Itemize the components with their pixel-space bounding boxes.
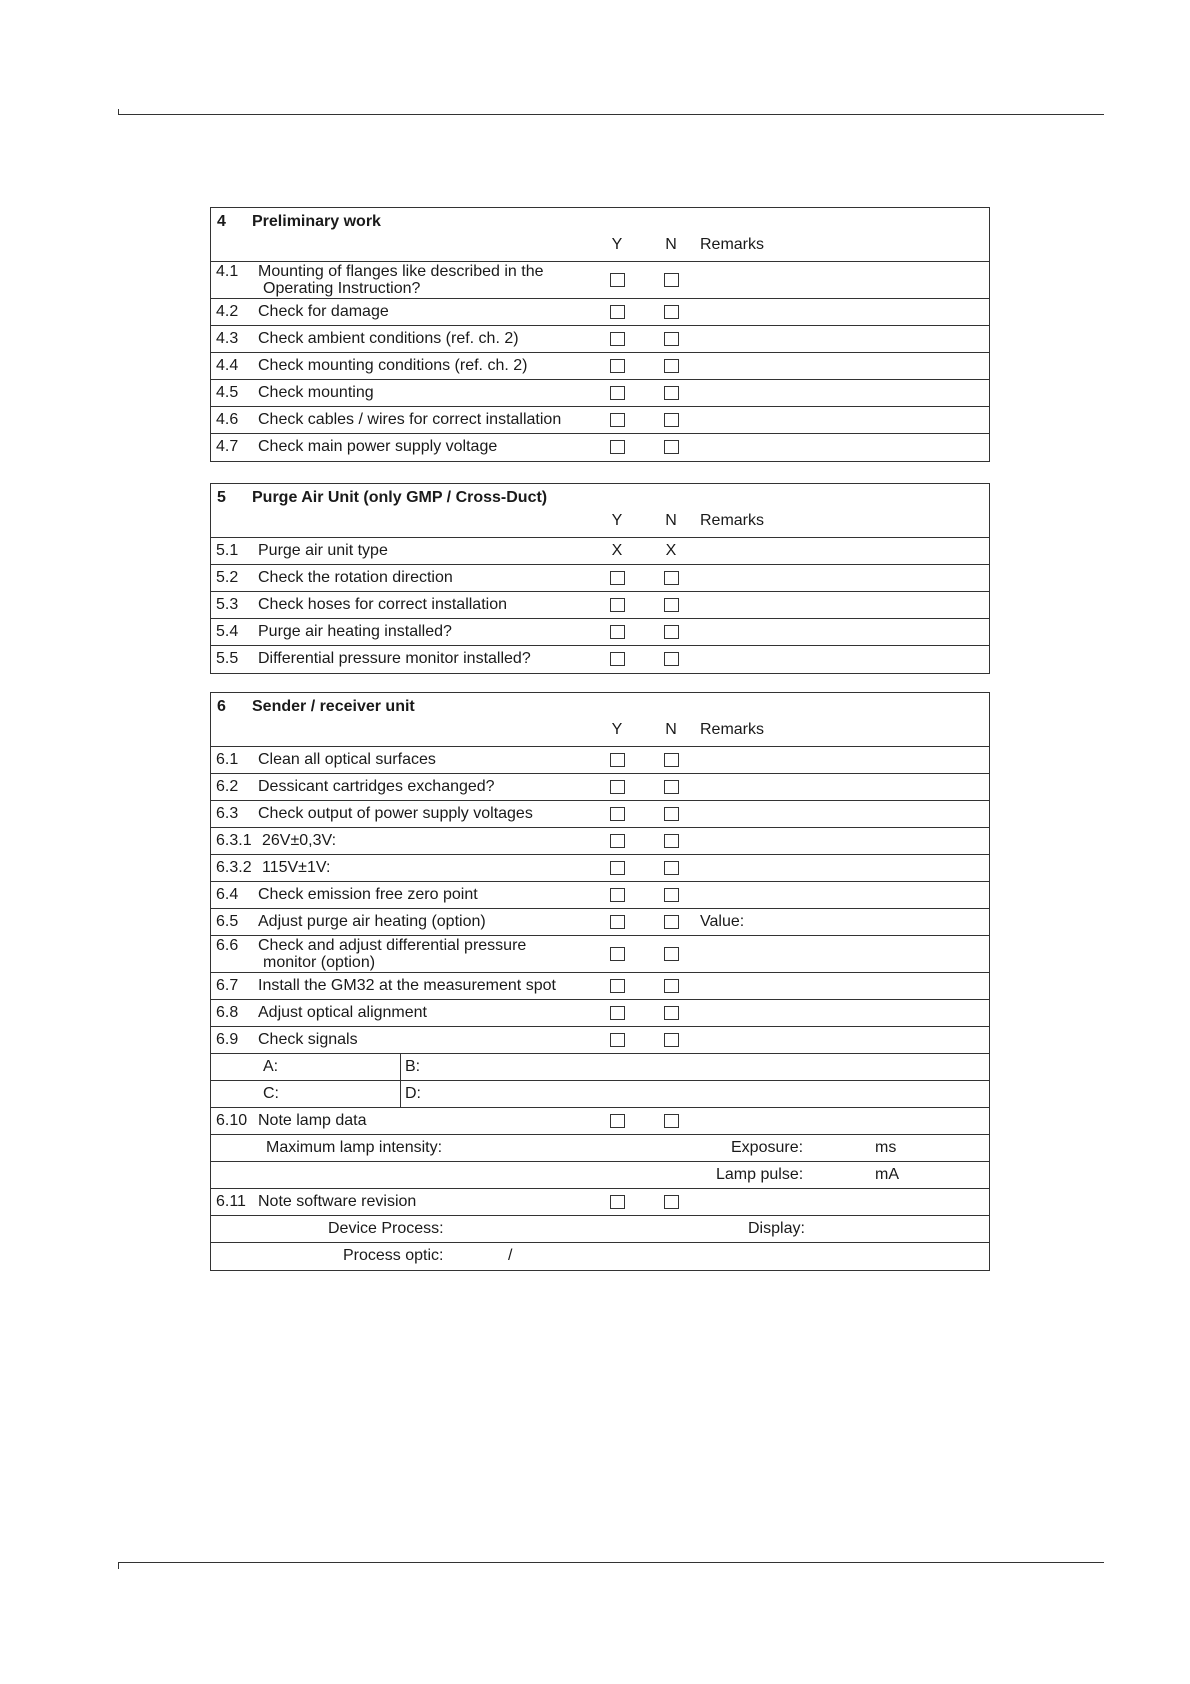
item-number: 6.3 <box>216 805 239 822</box>
checkbox-yes[interactable] <box>610 807 625 821</box>
item-label: Check ambient conditions (ref. ch. 2) <box>258 330 519 347</box>
item-number: 6.10 <box>216 1112 248 1129</box>
column-remarks-header: Remarks <box>700 721 765 738</box>
cell-divider <box>400 1081 401 1107</box>
item-number: 5.3 <box>216 596 239 613</box>
checklist-row-5-5 <box>211 646 989 673</box>
checkbox-yes[interactable] <box>610 273 625 287</box>
signals-row-ab <box>211 1054 989 1081</box>
item-number: 4.7 <box>216 438 239 455</box>
item-label <box>258 937 526 971</box>
remark-value-label: Value: <box>700 913 745 930</box>
section-title: Sender / receiver unit <box>252 698 415 715</box>
checklist-row-6-4 <box>211 882 989 909</box>
max-lamp-intensity-label: Maximum lamp intensity: <box>266 1139 443 1156</box>
section-number: 4 <box>217 213 226 230</box>
checkbox-yes[interactable] <box>610 753 625 767</box>
checklist-row-6-9 <box>211 1027 989 1054</box>
process-optic-separator: / <box>508 1247 513 1264</box>
checkbox-no[interactable] <box>664 1033 679 1047</box>
section-header <box>211 208 989 262</box>
item-number: 5.1 <box>216 542 239 559</box>
item-label: Check emission free zero point <box>258 886 478 903</box>
process-optic-label: Process optic: <box>343 1247 444 1264</box>
checkbox-no[interactable] <box>664 332 679 346</box>
item-label-line2: monitor (option) <box>263 954 376 971</box>
section-sender-receiver-unit <box>210 692 990 1271</box>
item-label: Check mounting <box>258 384 374 401</box>
checkbox-yes[interactable] <box>610 979 625 993</box>
checklist-row-5-3 <box>211 592 989 619</box>
item-label: Differential pressure monitor installed? <box>258 650 531 667</box>
checklist-row-6-8 <box>211 1000 989 1027</box>
footer-rule-tick <box>118 1563 119 1569</box>
item-number: 4.3 <box>216 330 239 347</box>
checklist-row-6-6 <box>211 936 989 973</box>
checklist-row-5-4 <box>211 619 989 646</box>
device-process-label: Device Process: <box>328 1220 444 1237</box>
checkbox-yes[interactable] <box>610 780 625 794</box>
checklist-row-6-3 <box>211 801 989 828</box>
item-number: 6.8 <box>216 1004 239 1021</box>
cell-divider <box>400 1054 401 1080</box>
checklist-row-4-5 <box>211 380 989 407</box>
checklist-row-5-1 <box>211 538 989 565</box>
checkbox-yes[interactable] <box>610 1006 625 1020</box>
item-label: Purge air unit type <box>258 542 388 559</box>
checkbox-yes[interactable] <box>610 861 625 875</box>
item-number: 6.6 <box>216 937 239 954</box>
column-yes-header: Y <box>611 721 623 738</box>
no-mark: X <box>665 542 677 559</box>
display-label: Display: <box>748 1220 805 1237</box>
section-title: Purge Air Unit (only GMP / Cross-Duct) <box>252 489 548 506</box>
signal-d-label[interactable]: D: <box>405 1085 421 1102</box>
section-title: Preliminary work <box>252 213 381 230</box>
checkbox-no[interactable] <box>664 598 679 612</box>
checkbox-yes[interactable] <box>610 1114 625 1128</box>
item-label: Check output of power supply voltages <box>258 805 533 822</box>
item-label: Check hoses for correct installation <box>258 596 507 613</box>
checkbox-yes[interactable] <box>610 1033 625 1047</box>
item-number: 6.11 <box>216 1193 246 1210</box>
item-label-line2: Operating Instruction? <box>263 280 421 297</box>
footer-rule <box>118 1562 1104 1563</box>
section-preliminary-work <box>210 207 990 462</box>
checkbox-no[interactable] <box>664 440 679 454</box>
checklist-row-6-1 <box>211 747 989 774</box>
checkbox-no[interactable] <box>664 807 679 821</box>
item-number: 6.3.1 <box>216 832 252 849</box>
item-number: 6.9 <box>216 1031 239 1048</box>
signal-c-label[interactable]: C: <box>263 1085 279 1102</box>
item-number: 6.7 <box>216 977 239 994</box>
item-label: Clean all optical surfaces <box>258 751 436 768</box>
item-label: Check for damage <box>258 303 389 320</box>
item-number: 4.6 <box>216 411 239 428</box>
signal-b-label[interactable]: B: <box>405 1058 421 1075</box>
checklist-row-6-11 <box>211 1189 989 1216</box>
checklist-row-6-3-1 <box>211 828 989 855</box>
checkbox-no[interactable] <box>664 947 679 961</box>
checklist-row-5-2 <box>211 565 989 592</box>
checklist-row-4-6 <box>211 407 989 434</box>
checkbox-no[interactable] <box>664 305 679 319</box>
checkbox-no[interactable] <box>664 834 679 848</box>
item-label-line1: Check and adjust differential pressure <box>258 937 527 954</box>
item-number: 6.5 <box>216 913 239 930</box>
item-label: Check mounting conditions (ref. ch. 2) <box>258 357 528 374</box>
item-number: 5.5 <box>216 650 239 667</box>
item-label-line1: Mounting of flanges like described in the <box>258 263 544 280</box>
item-label: Dessicant cartridges exchanged? <box>258 778 495 795</box>
item-number: 4.1 <box>216 263 239 280</box>
item-label: Adjust purge air heating (option) <box>258 913 486 930</box>
exposure-unit: ms <box>875 1139 897 1156</box>
software-device-row <box>211 1216 989 1243</box>
item-number: 4.2 <box>216 303 239 320</box>
checklist-row-4-1 <box>211 262 989 299</box>
item-label: 26V±0,3V: <box>262 832 337 849</box>
checkbox-yes[interactable] <box>610 625 625 639</box>
checkbox-yes[interactable] <box>610 359 625 373</box>
checklist-row-6-7 <box>211 973 989 1000</box>
checkbox-yes[interactable] <box>610 413 625 427</box>
checklist-row-4-2 <box>211 299 989 326</box>
header-rule <box>118 114 1104 115</box>
checklist-row-4-7 <box>211 434 989 461</box>
section-purge-air-unit <box>210 483 990 674</box>
item-label: Check main power supply voltage <box>258 438 498 455</box>
section-number: 6 <box>217 698 226 715</box>
checkbox-no[interactable] <box>664 625 679 639</box>
checkbox-yes[interactable] <box>610 947 625 961</box>
item-label: Check the rotation direction <box>258 569 453 586</box>
item-number: 4.5 <box>216 384 239 401</box>
header-rule-tick <box>118 109 119 115</box>
checklist-row-6-3-2 <box>211 855 989 882</box>
checkbox-no[interactable] <box>664 888 679 902</box>
checkbox-no[interactable] <box>664 273 679 287</box>
checkbox-yes[interactable] <box>610 332 625 346</box>
section-number: 5 <box>217 489 226 506</box>
column-yes-header: Y <box>611 512 623 529</box>
item-number: 4.4 <box>216 357 239 374</box>
checkbox-no[interactable] <box>664 652 679 666</box>
column-no-header: N <box>665 512 677 529</box>
checkbox-yes[interactable] <box>610 386 625 400</box>
checklist-row-6-5 <box>211 909 989 936</box>
checkbox-no[interactable] <box>664 1006 679 1020</box>
column-remarks-header: Remarks <box>700 512 765 529</box>
checkbox-yes[interactable] <box>610 834 625 848</box>
checkbox-yes[interactable] <box>610 305 625 319</box>
checkbox-no[interactable] <box>664 979 679 993</box>
checkbox-no[interactable] <box>664 571 679 585</box>
lamp-intensity-row <box>211 1135 989 1162</box>
column-remarks-header: Remarks <box>700 236 765 253</box>
checkbox-no[interactable] <box>664 861 679 875</box>
checkbox-no[interactable] <box>664 1195 679 1209</box>
checklist-row-6-2 <box>211 774 989 801</box>
checkbox-yes[interactable] <box>610 915 625 929</box>
signals-row-cd <box>211 1081 989 1108</box>
checkbox-yes[interactable] <box>610 888 625 902</box>
item-label: Adjust optical alignment <box>258 1004 427 1021</box>
checkbox-no[interactable] <box>664 915 679 929</box>
checkbox-no[interactable] <box>664 753 679 767</box>
checkbox-no[interactable] <box>664 386 679 400</box>
checkbox-yes[interactable] <box>610 571 625 585</box>
lamp-pulse-row <box>211 1162 989 1189</box>
checkbox-yes[interactable] <box>610 598 625 612</box>
section-header <box>211 484 989 538</box>
checklist-row-4-4 <box>211 353 989 380</box>
checkbox-no[interactable] <box>664 413 679 427</box>
item-label <box>258 263 544 297</box>
item-number: 6.4 <box>216 886 239 903</box>
item-number: 5.4 <box>216 623 239 640</box>
column-no-header: N <box>665 721 677 738</box>
item-number: 6.1 <box>216 751 239 768</box>
checkbox-yes[interactable] <box>610 440 625 454</box>
checkbox-no[interactable] <box>664 780 679 794</box>
software-optic-row <box>211 1243 989 1270</box>
item-label: 115V±1V: <box>262 859 331 876</box>
checklist-row-4-3 <box>211 326 989 353</box>
section-header <box>211 693 989 747</box>
item-label: Note software revision <box>258 1193 417 1210</box>
lamp-pulse-unit: mA <box>875 1166 899 1183</box>
item-label: Purge air heating installed? <box>258 623 452 640</box>
item-label: Check signals <box>258 1031 358 1048</box>
checkbox-yes[interactable] <box>610 652 625 666</box>
item-label: Install the GM32 at the measurement spot <box>258 977 556 994</box>
checklist-row-6-10 <box>211 1108 989 1135</box>
item-number: 5.2 <box>216 569 239 586</box>
column-no-header: N <box>665 236 677 253</box>
item-label: Note lamp data <box>258 1112 367 1129</box>
item-number: 6.3.2 <box>216 859 252 876</box>
lamp-pulse-label: Lamp pulse: <box>716 1166 804 1183</box>
signal-a-label[interactable]: A: <box>263 1058 279 1075</box>
exposure-label: Exposure: <box>731 1139 804 1156</box>
checkbox-no[interactable] <box>664 359 679 373</box>
yes-mark: X <box>611 542 623 559</box>
checkbox-no[interactable] <box>664 1114 679 1128</box>
item-number: 6.2 <box>216 778 239 795</box>
checkbox-yes[interactable] <box>610 1195 625 1209</box>
column-yes-header: Y <box>611 236 623 253</box>
item-label: Check cables / wires for correct installation <box>258 411 562 428</box>
